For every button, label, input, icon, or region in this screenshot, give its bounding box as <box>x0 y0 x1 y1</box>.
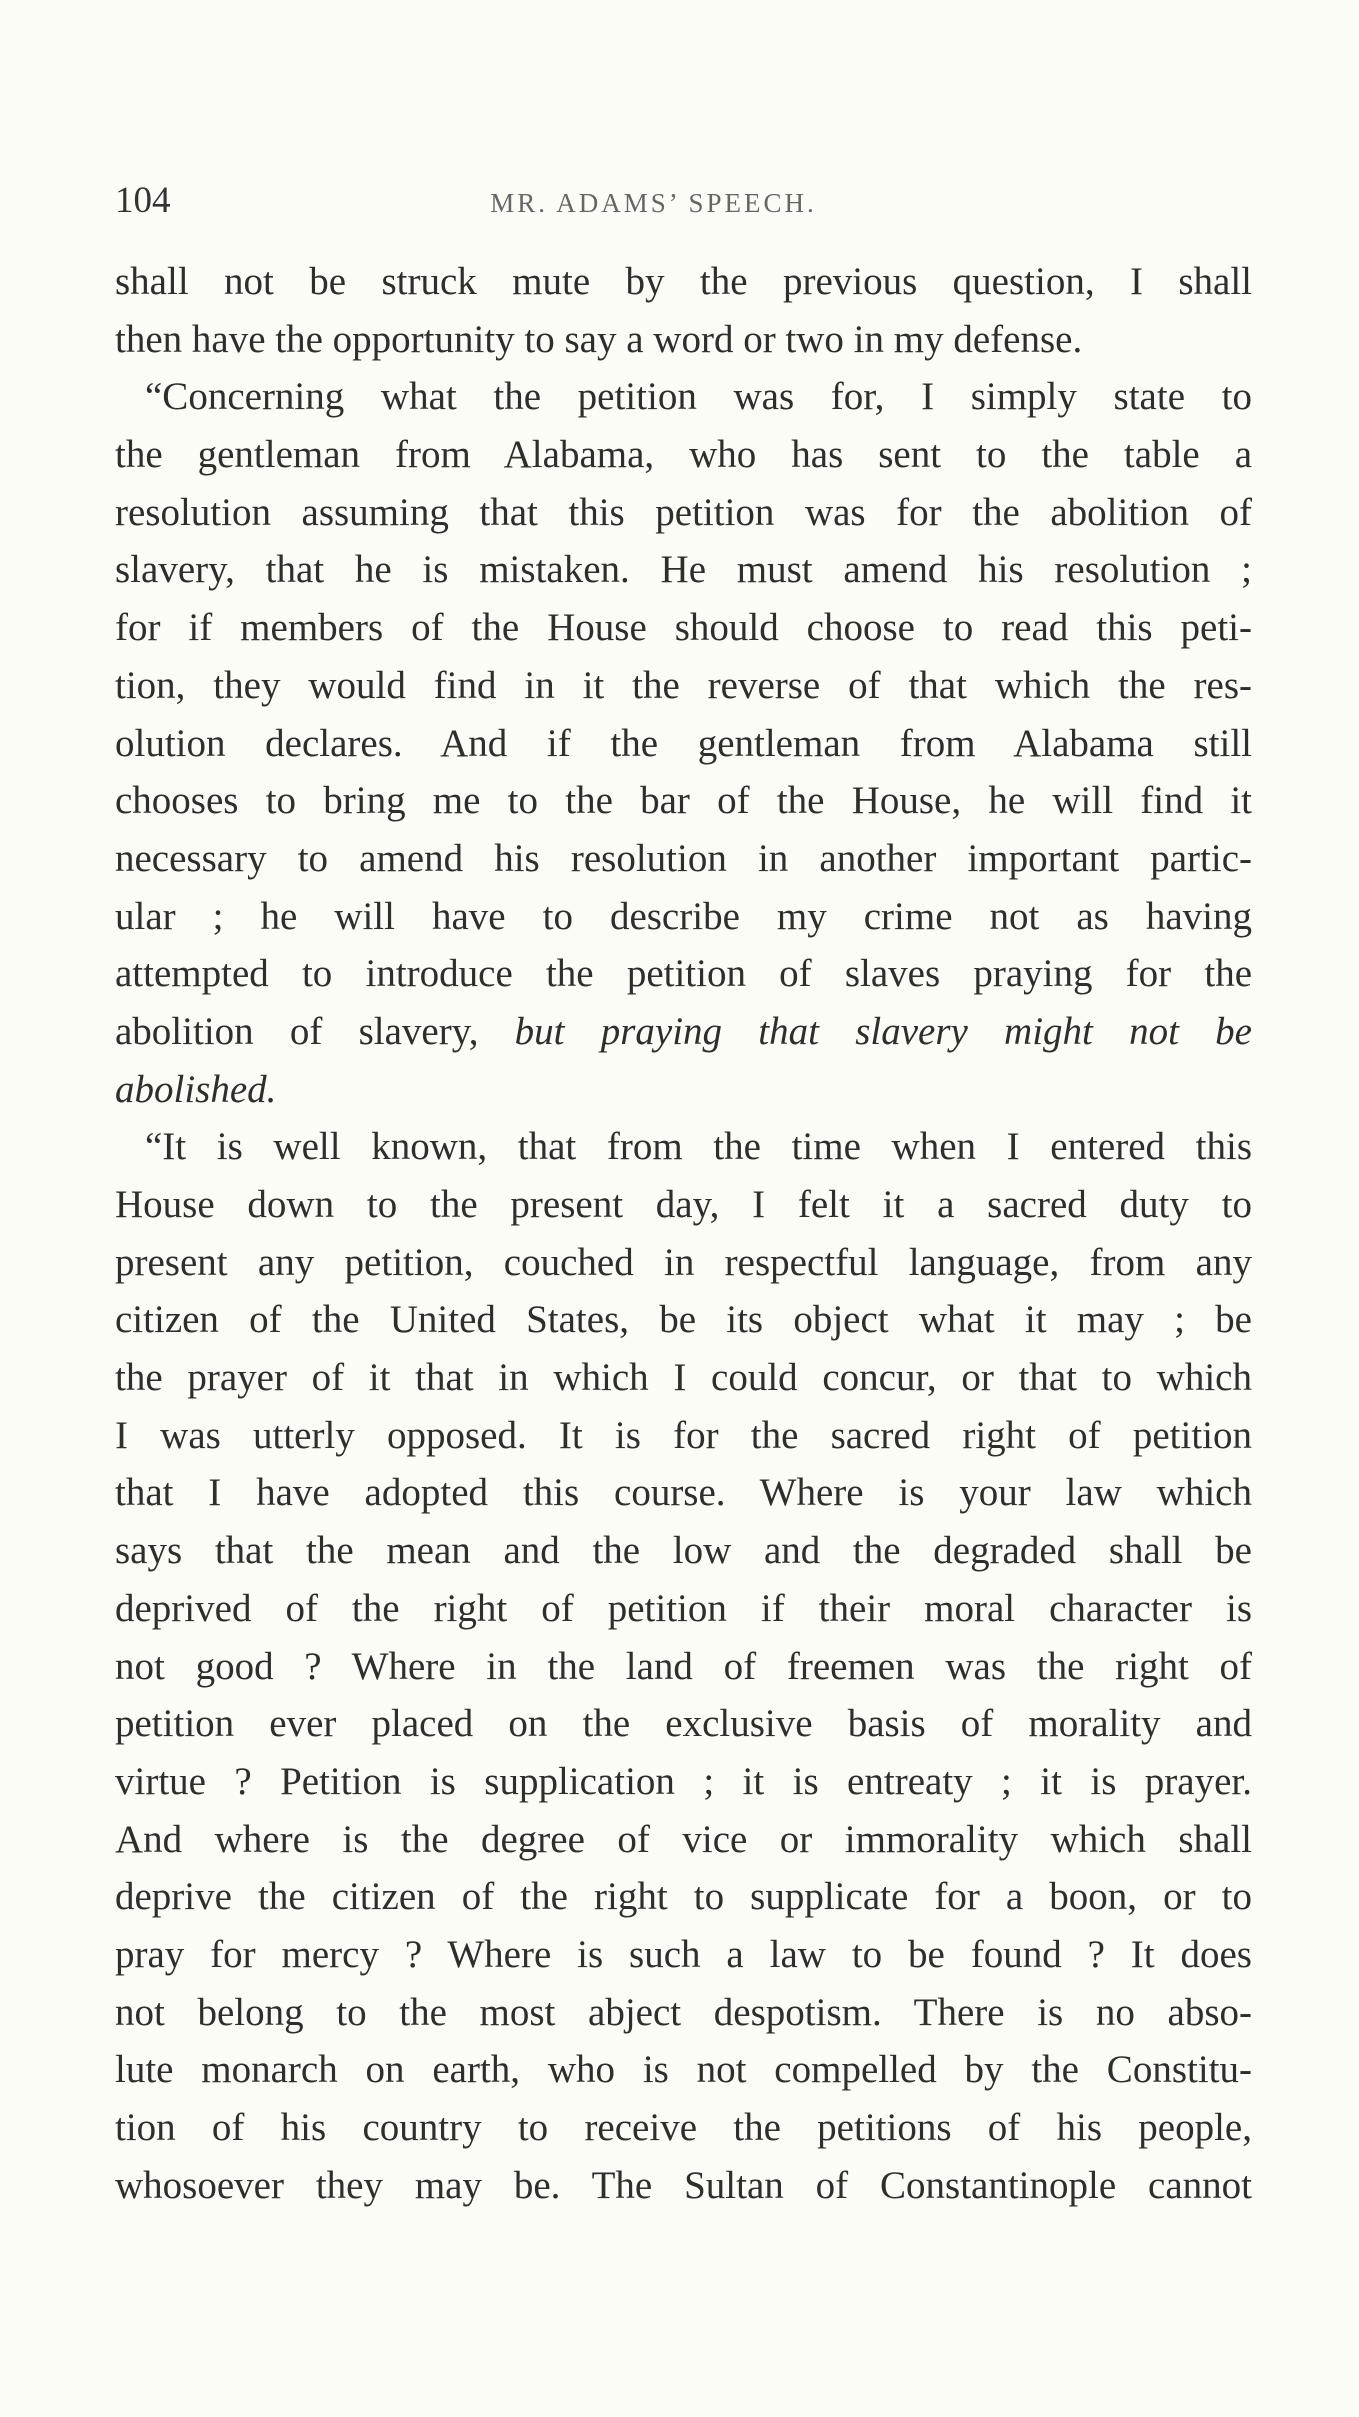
text-line <box>115 1464 1252 1522</box>
line-text: not good ? Where in the land of freemen was the right of <box>115 1644 1252 1688</box>
text-line <box>115 1291 1252 1349</box>
line-text: abolition of slavery, <box>115 1009 515 1053</box>
line-text: resolution assuming that this petition was for the abolition of <box>115 490 1252 534</box>
line-text: chooses to bring me to the bar of the House, he will find it <box>115 779 1252 823</box>
line-text: that I have adopted this course. Where is your law which <box>115 1471 1252 1515</box>
line-text: whosoever they may be. The Sultan of Constantinople cannot <box>115 2163 1252 2207</box>
line-text: I was utterly opposed. It is for the sacred right of petition <box>115 1413 1252 1457</box>
running-title: MR. ADAMS’ SPEECH. <box>490 188 817 218</box>
line-text: lute monarch on earth, who is not compelled by the Constitu- <box>115 2048 1252 2092</box>
text-line <box>115 1003 1252 1061</box>
text-line <box>115 1753 1252 1811</box>
italic-text: but praying that slavery might not be <box>514 1009 1252 1053</box>
line-text: then have the opportunity to say a word or two in my defense. <box>115 317 1083 361</box>
text-line <box>115 311 1252 369</box>
text-line <box>115 1349 1252 1407</box>
line-text: virtue ? Petition is supplication ; it is entreaty ; it is prayer. <box>115 1759 1252 1803</box>
text-line <box>115 657 1252 715</box>
line-text: says that the mean and the low and the degraded shall be <box>115 1529 1252 1573</box>
line-text: the gentleman from Alabama, who has sent to the table a <box>115 433 1252 477</box>
text-line <box>115 830 1252 888</box>
line-text: shall not be struck mute by the previous question, I shall <box>115 260 1252 303</box>
line-text: “It is well known, that from the time when I entered this <box>145 1125 1252 1169</box>
line-text: And where is the degree of vice or immorality which shall <box>115 1817 1252 1861</box>
line-text: attempted to introduce the petition of slaves praying for the <box>115 952 1252 996</box>
line-text: ular ; he will have to describe my crime not as having <box>115 894 1252 938</box>
text-line <box>115 1580 1252 1638</box>
running-header <box>115 181 1252 221</box>
text-line <box>115 1926 1252 1984</box>
text-line <box>115 888 1252 946</box>
text-line <box>115 1234 1252 1292</box>
text-line <box>115 426 1252 484</box>
line-text: slavery, that he is mistaken. He must amend his resolution ; <box>115 548 1252 592</box>
text-line <box>115 1638 1252 1696</box>
line-text: deprived of the right of petition if their moral character is <box>115 1586 1252 1630</box>
text-line <box>115 541 1252 599</box>
text-line <box>115 253 1252 311</box>
text-line <box>115 2157 1252 2215</box>
line-text: necessary to amend his resolution in another important partic- <box>115 836 1252 880</box>
text-line <box>115 1984 1252 2042</box>
text-line <box>115 599 1252 657</box>
line-text: petition ever placed on the exclusive basis of morality and <box>115 1702 1252 1746</box>
page-body-text <box>115 253 1252 2214</box>
line-text: the prayer of it that in which I could concur, or that to which <box>115 1356 1252 1400</box>
italic-text: abolished. <box>115 1067 277 1111</box>
line-text: House down to the present day, I felt it a sacred duty to <box>115 1183 1252 1226</box>
page-number: 104 <box>115 180 171 221</box>
line-text: tion, they would find in it the reverse of that which the res- <box>115 663 1252 707</box>
text-line <box>115 1407 1252 1465</box>
text-line <box>115 1522 1252 1580</box>
text-line <box>115 772 1252 830</box>
text-line <box>115 1695 1252 1753</box>
line-text: deprive the citizen of the right to supplicate for a boon, or to <box>115 1875 1252 1919</box>
text-line <box>115 368 1252 426</box>
text-line <box>115 2041 1252 2099</box>
line-text: tion of his country to receive the petitions of his people, <box>115 2106 1252 2149</box>
text-line <box>115 1061 1252 1119</box>
line-text: olution declares. And if the gentleman from Alabama still <box>115 721 1252 765</box>
text-line <box>115 1118 1252 1176</box>
line-text: for if members of the House should choose to read this peti- <box>115 606 1252 650</box>
line-text: pray for mercy ? Where is such a law to be found ? It does <box>115 1932 1252 1976</box>
text-line <box>115 2099 1252 2157</box>
text-line <box>115 1811 1252 1869</box>
text-line <box>115 715 1252 773</box>
text-line <box>115 1868 1252 1926</box>
line-text: present any petition, couched in respectful language, from any <box>115 1240 1252 1284</box>
text-line <box>115 1176 1252 1234</box>
line-text: not belong to the most abject despotism. There is no abso- <box>115 1990 1252 2034</box>
text-line <box>115 484 1252 542</box>
text-line <box>115 945 1252 1003</box>
line-text: citizen of the United States, be its object what it may ; be <box>115 1298 1252 1342</box>
line-text: “Concerning what the petition was for, I simply state to <box>145 375 1252 419</box>
